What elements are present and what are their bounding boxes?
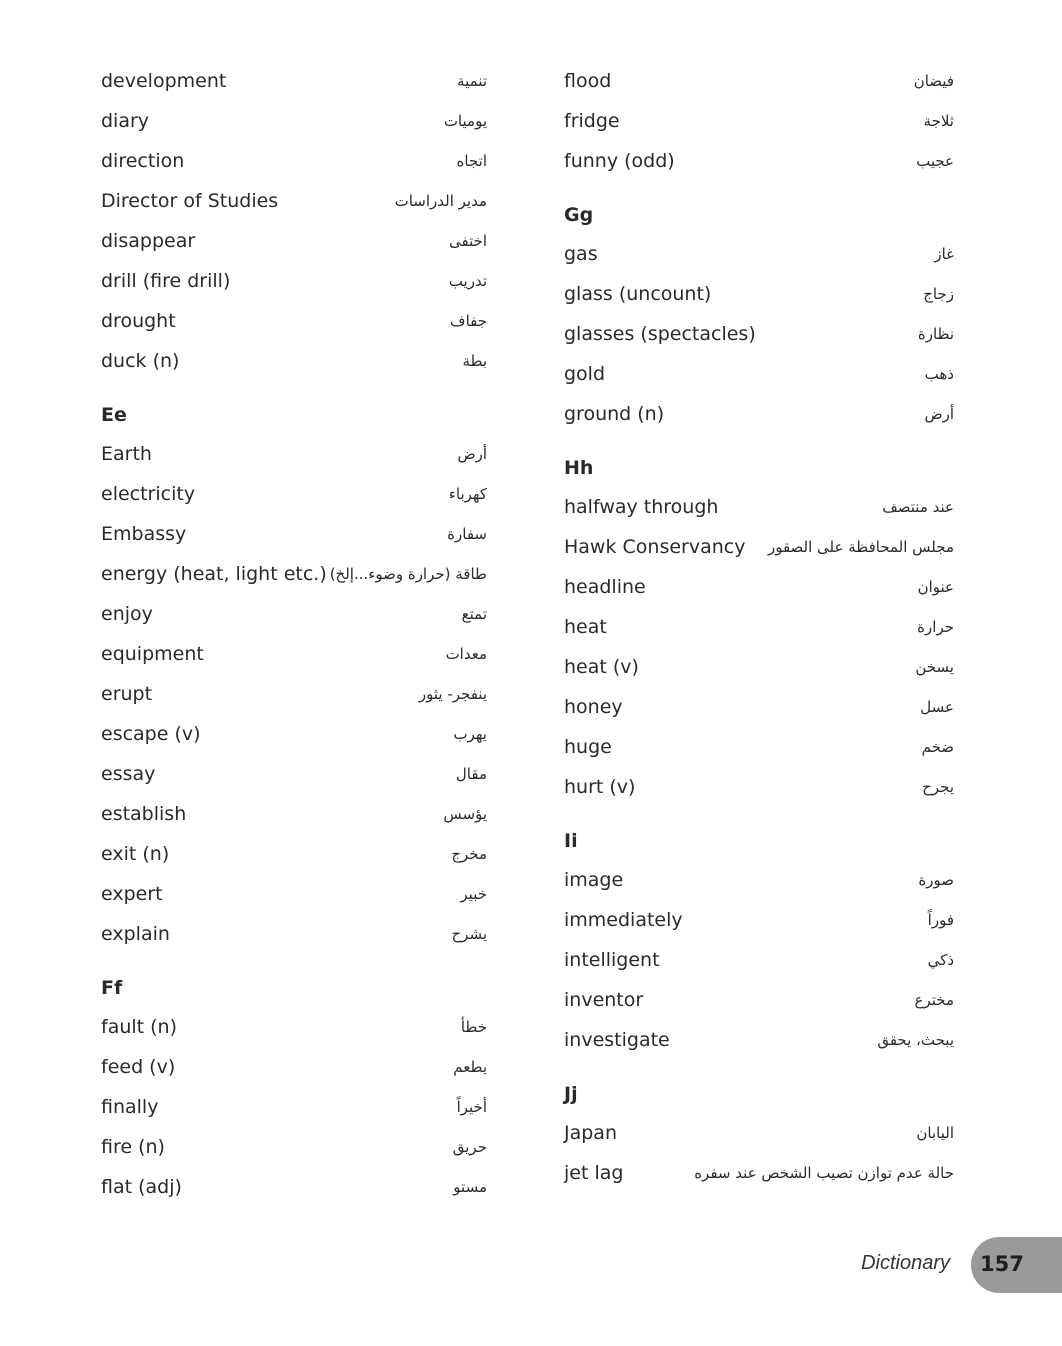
english-term: fault (n): [101, 1016, 178, 1038]
english-term: immediately: [564, 909, 683, 931]
dictionary-entry: [564, 607, 954, 647]
arabic-translation: مقال: [455, 765, 487, 783]
english-term: gas: [564, 243, 598, 265]
dictionary-entry: [101, 714, 487, 754]
arabic-translation: حالة عدم توازن تصيب الشخص عند سفره: [694, 1164, 954, 1182]
arabic-translation: خطأ: [460, 1018, 487, 1036]
english-term: finally: [101, 1096, 159, 1118]
arabic-translation: خبير: [460, 885, 487, 903]
english-term: erupt: [101, 683, 153, 705]
english-term: image: [564, 869, 624, 891]
english-term: jet lag: [564, 1162, 624, 1184]
dictionary-entry: [101, 914, 487, 954]
arabic-translation: اتجاه: [456, 152, 487, 170]
arabic-translation: فوراً: [927, 911, 954, 929]
english-term: heat (v): [564, 656, 639, 678]
english-term: glass (uncount): [564, 283, 712, 305]
english-term: Japan: [564, 1122, 617, 1144]
dictionary-entry: [101, 101, 487, 141]
arabic-translation: عسل: [920, 698, 954, 716]
dictionary-entry: [101, 794, 487, 834]
arabic-translation: يشرح: [451, 925, 487, 943]
english-term: huge: [564, 736, 612, 758]
arabic-translation: عند منتصف: [882, 498, 954, 516]
english-term: diary: [101, 110, 150, 132]
english-term: duck (n): [101, 350, 180, 372]
arabic-translation: ينفجر- يثور: [418, 685, 487, 703]
dictionary-entry: [564, 234, 954, 274]
english-term: inventor: [564, 989, 644, 1011]
dictionary-entry: [564, 940, 954, 980]
right-column: [564, 61, 954, 1193]
letter-heading: Gg: [564, 204, 594, 226]
english-term: flat (adj): [101, 1176, 182, 1198]
english-term: disappear: [101, 230, 196, 252]
dictionary-entry: [564, 980, 954, 1020]
arabic-translation: مدير الدراسات: [394, 192, 487, 210]
dictionary-entry: [101, 834, 487, 874]
english-term: glasses (spectacles): [564, 323, 756, 345]
arabic-translation: أخيراً: [456, 1098, 487, 1116]
english-term: drought: [101, 310, 176, 332]
english-term: equipment: [101, 643, 204, 665]
dictionary-entry: [101, 261, 487, 301]
dictionary-entry: [564, 141, 954, 181]
dictionary-entry: [101, 754, 487, 794]
english-term: Earth: [101, 443, 152, 465]
arabic-translation: مستو: [453, 1178, 487, 1196]
english-term: electricity: [101, 483, 196, 505]
english-term: expert: [101, 883, 163, 905]
dictionary-entry: [101, 554, 487, 594]
arabic-translation: أرض: [924, 405, 954, 423]
dictionary-entry: [101, 1007, 487, 1047]
english-term: investigate: [564, 1029, 670, 1051]
english-term: flood: [564, 70, 612, 92]
arabic-translation: اختفى: [448, 232, 487, 250]
dictionary-entry: [564, 487, 954, 527]
dictionary-entry: [564, 900, 954, 940]
arabic-translation: زجاج: [923, 285, 954, 303]
english-term: headline: [564, 576, 646, 598]
dictionary-entry: [564, 274, 954, 314]
arabic-translation: اليابان: [916, 1124, 954, 1142]
dictionary-entry: [564, 101, 954, 141]
english-term: explain: [101, 923, 170, 945]
english-term: establish: [101, 803, 187, 825]
english-term: enjoy: [101, 603, 153, 625]
dictionary-entry: [564, 314, 954, 354]
arabic-translation: كهرباء: [448, 485, 487, 503]
arabic-translation: يطعم: [453, 1058, 487, 1076]
dictionary-entry: [564, 1020, 954, 1060]
letter-heading: Ff: [101, 977, 123, 999]
english-term: fire (n): [101, 1136, 165, 1158]
dictionary-entry: [101, 141, 487, 181]
arabic-translation: أرض: [457, 445, 487, 463]
dictionary-entry: [101, 1087, 487, 1127]
english-term: Director of Studies: [101, 190, 279, 212]
english-term: energy (heat, light etc.): [101, 563, 327, 585]
dictionary-entry: [564, 567, 954, 607]
arabic-translation: ثلاجة: [923, 112, 954, 130]
english-term: heat: [564, 616, 607, 638]
dictionary-entry: [101, 61, 487, 101]
dictionary-entry: [101, 1127, 487, 1167]
arabic-translation: مخرج: [451, 845, 487, 863]
english-term: gold: [564, 363, 606, 385]
english-term: hurt (v): [564, 776, 636, 798]
arabic-translation: تمتع: [461, 605, 487, 623]
english-term: drill (fire drill): [101, 270, 231, 292]
dictionary-entry: [101, 514, 487, 554]
left-column: [101, 61, 487, 1207]
english-term: honey: [564, 696, 623, 718]
dictionary-entry: [101, 1167, 487, 1207]
english-term: funny (odd): [564, 150, 675, 172]
arabic-translation: بطة: [462, 352, 487, 370]
english-term: direction: [101, 150, 185, 172]
page-number: 157: [980, 1252, 1024, 1276]
arabic-translation: تدريب: [448, 272, 487, 290]
dictionary-entry: [564, 354, 954, 394]
dictionary-entry: [101, 301, 487, 341]
letter-heading: Ii: [564, 830, 578, 852]
dictionary-entry: [101, 181, 487, 221]
arabic-translation: فيضان: [913, 72, 954, 90]
arabic-translation: يهرب: [453, 725, 487, 743]
arabic-translation: غاز: [934, 245, 954, 263]
dictionary-entry: [101, 1047, 487, 1087]
arabic-translation: ذكي: [927, 951, 954, 969]
arabic-translation: مجلس المحافظة على الصقور: [767, 538, 954, 556]
arabic-translation: تنمية: [457, 72, 487, 90]
english-term: halfway through: [564, 496, 719, 518]
arabic-translation: صورة: [918, 871, 954, 889]
english-term: essay: [101, 763, 156, 785]
dictionary-entry: [101, 634, 487, 674]
arabic-translation: معدات: [445, 645, 487, 663]
dictionary-entry: [564, 1153, 954, 1193]
dictionary-entry: [564, 687, 954, 727]
dictionary-entry: [101, 674, 487, 714]
arabic-translation: ضخم: [921, 738, 954, 756]
dictionary-entry: [101, 341, 487, 381]
arabic-translation: نظارة: [917, 325, 954, 343]
arabic-translation: حرارة: [917, 618, 954, 636]
arabic-translation: سفارة: [447, 525, 487, 543]
dictionary-entry: [564, 727, 954, 767]
dictionary-entry: [101, 434, 487, 474]
arabic-translation: عنوان: [917, 578, 954, 596]
arabic-translation: يبحث، يحقق: [877, 1031, 954, 1049]
english-term: fridge: [564, 110, 620, 132]
english-term: Embassy: [101, 523, 187, 545]
dictionary-entry: [564, 1113, 954, 1153]
dictionary-entry: [101, 874, 487, 914]
section-label: Dictionary: [861, 1252, 950, 1274]
english-term: exit (n): [101, 843, 170, 865]
dictionary-entry: [564, 394, 954, 434]
arabic-translation: عجيب: [916, 152, 954, 170]
dictionary-entry: [101, 594, 487, 634]
english-term: feed (v): [101, 1056, 176, 1078]
letter-heading: Hh: [564, 457, 594, 479]
letter-heading: Ee: [101, 404, 127, 426]
dictionary-entry: [564, 767, 954, 807]
arabic-translation: ذهب: [924, 365, 954, 383]
english-term: Hawk Conservancy: [564, 536, 746, 558]
arabic-translation: جفاف: [450, 312, 487, 330]
arabic-translation: يوميات: [443, 112, 487, 130]
english-term: development: [101, 70, 227, 92]
dictionary-entry: [101, 221, 487, 261]
arabic-translation: يسخن: [915, 658, 954, 676]
dictionary-entry: [101, 474, 487, 514]
arabic-translation: يجرح: [922, 778, 954, 796]
arabic-translation: مخترع: [914, 991, 954, 1009]
dictionary-entry: [564, 527, 954, 567]
english-term: ground (n): [564, 403, 665, 425]
dictionary-entry: [564, 860, 954, 900]
dictionary-entry: [564, 61, 954, 101]
english-term: intelligent: [564, 949, 660, 971]
arabic-translation: يؤسس: [443, 805, 487, 823]
arabic-translation: حريق: [452, 1138, 487, 1156]
arabic-translation: طاقة (حرارة وضوء...إلخ): [329, 565, 487, 583]
dictionary-entry: [564, 647, 954, 687]
letter-heading: Jj: [564, 1083, 578, 1105]
english-term: escape (v): [101, 723, 201, 745]
